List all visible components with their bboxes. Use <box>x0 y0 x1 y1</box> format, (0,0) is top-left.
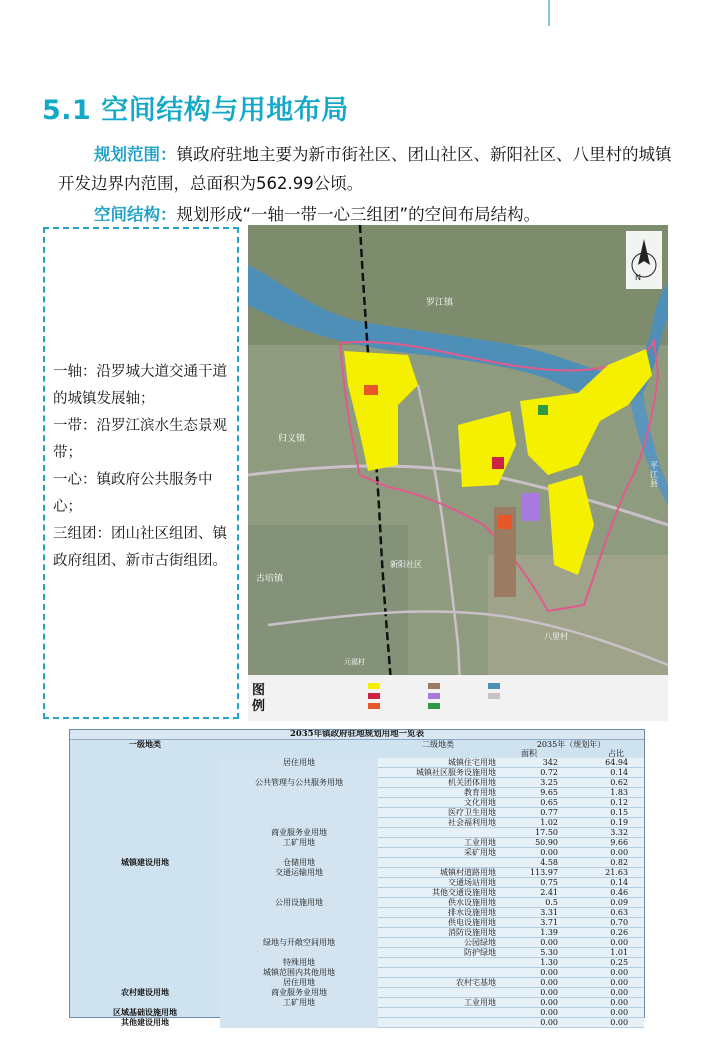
table-cell-c1 <box>70 768 220 778</box>
table-cell-c4: 0.72 <box>498 768 560 778</box>
table-row <box>70 818 644 828</box>
table-cell-c2 <box>220 878 378 888</box>
table-cell-c5: 1.01 <box>560 948 644 958</box>
table-row <box>70 958 644 968</box>
table-cell-c1 <box>70 758 220 768</box>
table-row <box>70 858 644 868</box>
table-row <box>70 968 644 978</box>
legend-item-axis: 一轴：沿罗城大道交通干道的城镇发展轴； <box>53 364 227 407</box>
table-cell-c3: 公园绿地 <box>378 938 498 948</box>
land-use-table-grid <box>70 730 644 1028</box>
table-cell-c2: 绿地与开敞空间用地 <box>220 938 378 948</box>
table-cell-c2: 商业服务业用地 <box>220 988 378 998</box>
compass-label: N <box>635 273 641 282</box>
table-cell-c4: 0.5 <box>498 898 560 908</box>
table-row <box>70 1008 644 1018</box>
table-cell-c2 <box>220 948 378 958</box>
table-cell-c3 <box>378 968 498 978</box>
table-cell-c1 <box>70 928 220 938</box>
map-label-luojiang: 罗江镇 <box>426 298 454 308</box>
table-cell-c5: 0.25 <box>560 958 644 968</box>
table-cell-c1 <box>70 938 220 948</box>
public-service-patch <box>492 457 504 469</box>
planning-scope-paragraph <box>58 140 678 198</box>
table-row <box>70 908 644 918</box>
table-cell-c3: 城镇村道路用地 <box>378 868 498 878</box>
table-cell-c2: 工矿用地 <box>220 838 378 848</box>
table-body <box>70 758 644 1028</box>
table-cell-c5: 0.82 <box>560 858 644 868</box>
table-cell-c1 <box>70 828 220 838</box>
header-level1: 一级地类 <box>129 739 161 749</box>
table-cell-c1 <box>70 798 220 808</box>
table-row <box>70 888 644 898</box>
table-cell-c3: 社会福利用地 <box>378 818 498 828</box>
table-cell-c5: 0.00 <box>560 998 644 1008</box>
table-cell-c5: 0.00 <box>560 988 644 998</box>
table-row <box>70 768 644 778</box>
table-row <box>70 808 644 818</box>
table-cell-c1 <box>70 838 220 848</box>
table-cell-c4: 0.00 <box>498 848 560 858</box>
table-cell-c5: 1.83 <box>560 788 644 798</box>
table-cell-c3: 城镇住宅用地 <box>378 758 498 768</box>
commercial-patch <box>364 385 378 395</box>
table-cell-c4: 0.77 <box>498 808 560 818</box>
table-cell-c2 <box>220 1008 378 1018</box>
table-row <box>70 838 644 848</box>
table-cell-c3 <box>378 1018 498 1028</box>
table-cell-c2 <box>220 1018 378 1028</box>
table-cell-c1 <box>70 868 220 878</box>
table-cell-c5: 0.15 <box>560 808 644 818</box>
table-row <box>70 988 644 998</box>
planning-scope-label: 规划范围： <box>94 145 177 164</box>
table-row <box>70 978 644 988</box>
structure-legend-box <box>43 227 239 719</box>
table-cell-c2 <box>220 798 378 808</box>
table-cell-c2 <box>220 808 378 818</box>
table-cell-c3: 其他交通设施用地 <box>378 888 498 898</box>
table-cell-c1 <box>70 918 220 928</box>
map-label-bali: 八里村 <box>544 632 568 641</box>
table-cell-c3: 工业用地 <box>378 998 498 1008</box>
green-space-patch <box>538 405 548 415</box>
table-cell-c3: 防护绿地 <box>378 948 498 958</box>
table-cell-c2: 公共管理与公共服务用地 <box>220 778 378 788</box>
table-cell-c5: 0.00 <box>560 1018 644 1028</box>
table-row <box>70 898 644 908</box>
table-row <box>70 778 644 788</box>
spatial-structure-text: 规划形成“一轴一带一心三组团”的空间布局结构。 <box>176 205 541 224</box>
map-label-gupei: 古培镇 <box>256 574 284 584</box>
legend-item-center: 一心：镇政府公共服务中心； <box>53 472 213 515</box>
table-cell-c3: 消防设施用地 <box>378 928 498 938</box>
table-cell-c3: 文化用地 <box>378 798 498 808</box>
table-cell-c2 <box>220 918 378 928</box>
table-cell-c4: 1.39 <box>498 928 560 938</box>
table-cell-c3: 排水设施用地 <box>378 908 498 918</box>
map-label-yuanfu: 元福村 <box>344 658 365 666</box>
table-row <box>70 1018 644 1028</box>
table-cell-c5: 0.09 <box>560 898 644 908</box>
table-cell-c2: 城镇范围内其他用地 <box>220 968 378 978</box>
table-cell-c1 <box>70 948 220 958</box>
table-cell-c2 <box>220 848 378 858</box>
table-cell-c1 <box>70 878 220 888</box>
table-cell-c5: 0.00 <box>560 848 644 858</box>
table-cell-c4: 0.00 <box>498 998 560 1008</box>
table-cell-c5: 3.32 <box>560 828 644 838</box>
table-cell-c5: 21.63 <box>560 868 644 878</box>
table-cell-c5: 9.66 <box>560 838 644 848</box>
table-cell-c5: 0.14 <box>560 768 644 778</box>
table-cell-c4: 0.65 <box>498 798 560 808</box>
spatial-structure-label: 空间结构： <box>94 205 177 224</box>
table-title: 2035年镇政府驻地规划用地一览表 <box>70 730 644 740</box>
table-row <box>70 938 644 948</box>
table-cell-c3: 供水设施用地 <box>378 898 498 908</box>
table-cell-c1 <box>70 788 220 798</box>
table-cell-c1: 农村建设用地 <box>121 987 169 998</box>
table-cell-c4: 17.50 <box>498 828 560 838</box>
table-cell-c5: 0.70 <box>560 918 644 928</box>
table-cell-c3: 采矿用地 <box>378 848 498 858</box>
table-cell-c1 <box>70 888 220 898</box>
table-row <box>70 948 644 958</box>
table-cell-c1 <box>70 778 220 788</box>
table-cell-c3 <box>378 988 498 998</box>
table-cell-c2: 工矿用地 <box>220 998 378 1008</box>
table-cell-c3 <box>378 828 498 838</box>
table-cell-c5: 0.00 <box>560 968 644 978</box>
table-cell-c4: 3.25 <box>498 778 560 788</box>
table-cell-c4: 0.00 <box>498 1008 560 1018</box>
table-cell-c2: 居住用地 <box>220 978 378 988</box>
table-cell-c4: 0.00 <box>498 1018 560 1028</box>
legend-item-belt: 一带：沿罗江滨水生态景观带； <box>53 418 227 461</box>
structure-legend-list <box>53 359 229 575</box>
table-row <box>70 878 644 888</box>
table-cell-c2 <box>220 928 378 938</box>
header-area: 面积 <box>521 749 537 759</box>
table-cell-c4: 0.00 <box>498 978 560 988</box>
table-cell-c3: 医疗卫生用地 <box>378 808 498 818</box>
table-cell-c5: 64.94 <box>560 758 644 768</box>
table-cell-c5: 0.62 <box>560 778 644 788</box>
table-row <box>70 928 644 938</box>
table-cell-c3 <box>378 1008 498 1018</box>
commercial-patch-south <box>498 515 512 529</box>
table-row <box>70 918 644 928</box>
table-cell-c5: 0.00 <box>560 978 644 988</box>
table-cell-c1 <box>70 998 220 1008</box>
top-divider-line <box>548 0 550 26</box>
table-cell-c1 <box>70 968 220 978</box>
table-cell-c2 <box>220 908 378 918</box>
map-label-guiyi: 归义镇 <box>278 434 306 444</box>
north-arrow-icon <box>626 231 662 289</box>
table-cell-c5: 0.12 <box>560 798 644 808</box>
table-cell-c4: 0.00 <box>498 988 560 998</box>
table-cell-c3: 教育用地 <box>378 788 498 798</box>
table-cell-c2: 仓储用地 <box>220 858 378 868</box>
table-cell-c5: 0.00 <box>560 1008 644 1018</box>
table-cell-c5: 0.19 <box>560 818 644 828</box>
table-cell-c4: 0.00 <box>498 938 560 948</box>
table-cell-c3: 农村宅基地 <box>378 978 498 988</box>
table-cell-c3: 工业用地 <box>378 838 498 848</box>
table-cell-c2 <box>220 768 378 778</box>
education-patch <box>522 493 540 521</box>
header-ratio: 占比 <box>608 749 625 759</box>
map-legend-strip <box>248 675 668 721</box>
table-row <box>70 868 644 878</box>
table-row <box>70 998 644 1008</box>
table-cell-c5: 0.14 <box>560 878 644 888</box>
table-cell-c4: 1.02 <box>498 818 560 828</box>
table-cell-c4: 0.75 <box>498 878 560 888</box>
land-use-map <box>248 225 668 721</box>
table-cell-c2: 商业服务业用地 <box>220 828 378 838</box>
table-cell-c1 <box>70 808 220 818</box>
table-cell-c2: 特殊用地 <box>220 958 378 968</box>
table-cell-c4: 9.65 <box>498 788 560 798</box>
table-cell-c3: 机关团体用地 <box>378 778 498 788</box>
table-cell-c3 <box>378 958 498 968</box>
table-cell-c2 <box>220 818 378 828</box>
table-cell-c4: 0.00 <box>498 968 560 978</box>
table-cell-c5: 0.26 <box>560 928 644 938</box>
table-cell-c5: 0.46 <box>560 888 644 898</box>
table-cell-c1 <box>70 848 220 858</box>
table-cell-c4: 113.97 <box>498 868 560 878</box>
planning-scope-text: 镇政府驻地主要为新市街社区、团山社区、新阳社区、八里村的城镇开发边界内范围，总面积为562.99公顷。 <box>58 145 672 193</box>
table-cell-c1 <box>70 818 220 828</box>
table-cell-c2 <box>220 888 378 898</box>
table-cell-c5: 0.63 <box>560 908 644 918</box>
map-label-xinyang: 新阳社区 <box>390 560 422 569</box>
table-cell-c1 <box>70 898 220 908</box>
legend-item-clusters: 三组团：团山社区组团、镇政府组团、新市古街组团。 <box>53 526 227 569</box>
page-title: 5.1 空间结构与用地布局 <box>42 95 349 126</box>
table-cell-c3: 城镇社区服务设施用地 <box>378 768 498 778</box>
table-row <box>70 848 644 858</box>
table-cell-c2 <box>220 788 378 798</box>
table-cell-c5: 0.00 <box>560 938 644 948</box>
table-row <box>70 788 644 798</box>
table-cell-c1: 区域基础设施用地 <box>113 1007 177 1018</box>
table-cell-c4: 3.71 <box>498 918 560 928</box>
table-row <box>70 828 644 838</box>
map-label-pingjiang: 平江县 <box>650 461 658 488</box>
header-year: 2035年（规划年） <box>536 740 606 749</box>
land-use-table <box>69 729 645 1028</box>
header-level2: 二级地类 <box>422 740 454 749</box>
table-cell-c1 <box>70 978 220 988</box>
table-cell-c1 <box>70 908 220 918</box>
table-cell-c4: 5.30 <box>498 948 560 958</box>
map-legend-title: 图例 <box>252 683 266 714</box>
table-cell-c3: 供电设施用地 <box>378 918 498 928</box>
table-cell-c1 <box>70 958 220 968</box>
table-cell-c1: 其他建设用地 <box>121 1017 169 1028</box>
table-cell-c3 <box>378 858 498 868</box>
table-cell-c2: 交通运输用地 <box>220 868 378 878</box>
table-cell-c4: 4.58 <box>498 858 560 868</box>
table-cell-c3: 交通场站用地 <box>378 878 498 888</box>
table-cell-c2: 居住用地 <box>220 758 378 768</box>
table-cell-c4: 3.31 <box>498 908 560 918</box>
table-cell-c4: 50.90 <box>498 838 560 848</box>
table-cell-c2: 公用设施用地 <box>220 898 378 908</box>
table-row <box>70 758 644 768</box>
table-cell-c4: 342 <box>498 758 560 768</box>
table-cell-c1: 城镇建设用地 <box>121 857 169 868</box>
table-cell-c4: 2.41 <box>498 888 560 898</box>
land-use-map-graphic <box>248 225 668 721</box>
table-row <box>70 798 644 808</box>
table-cell-c4: 1.30 <box>498 958 560 968</box>
